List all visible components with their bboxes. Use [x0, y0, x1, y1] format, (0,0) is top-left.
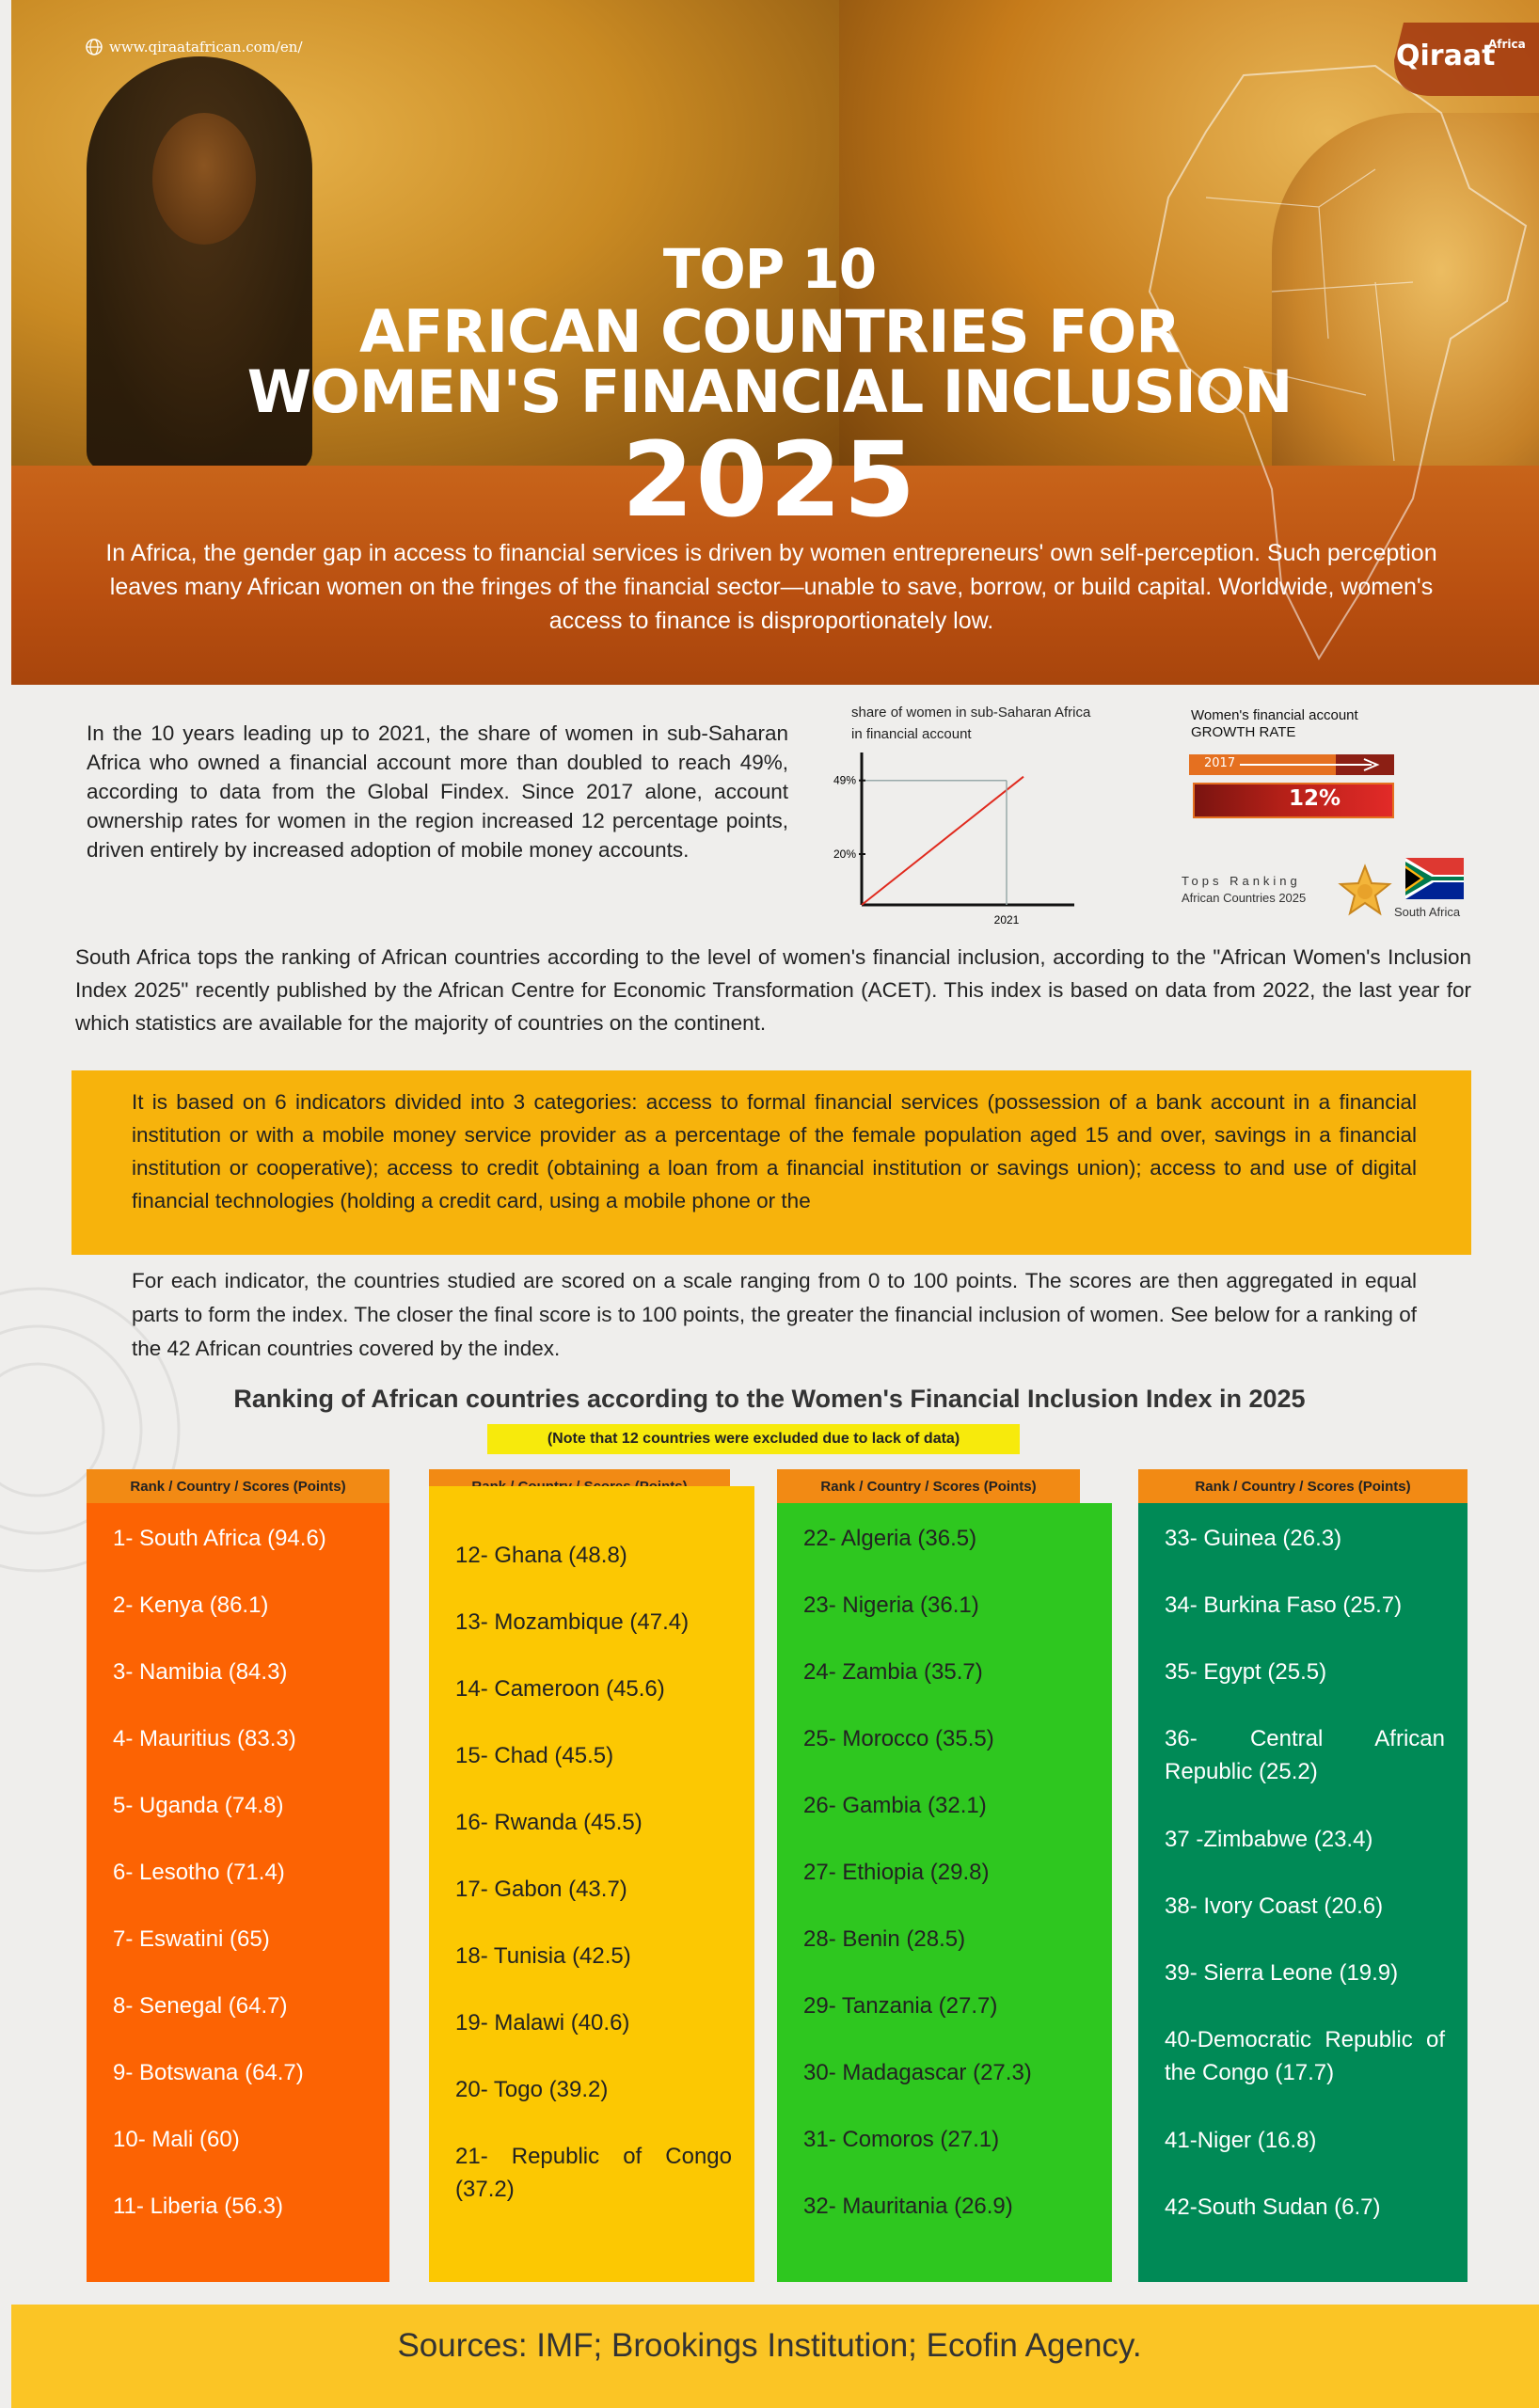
column-header-3: Rank / Country / Scores (Points) [777, 1469, 1080, 1505]
paragraph-indicators: It is based on 6 indicators divided into 3 categories: access to formal financial services (possession of a bank account in a financial institution or with a mobile money service provider as a percentage of the female population aged 15 and over, savings in a financial institution or cooperative); access to credit (obtaining a loan from a financial institution or savings union); access to and use of digital financial technologies (holding a credit card, using a mobile phone or the [132, 1090, 1417, 1212]
ranking-item: 36- Central African Republic (25.2) [1165, 1726, 1445, 1784]
ranking-item: 1- South Africa (94.6) [113, 1526, 326, 1551]
growth-year-label: 2017 [1204, 756, 1236, 770]
logo-sub: Africa [1488, 38, 1526, 51]
title-year: 2025 [621, 420, 918, 540]
ranking-note: (Note that 12 countries were excluded due to lack of data) [487, 1424, 1020, 1454]
ranking-item: 2- Kenya (86.1) [113, 1592, 269, 1618]
ranking-item: 21- Republic of Congo (37.2) [455, 2144, 732, 2202]
ranking-column-4 [1138, 1503, 1468, 2282]
woman-face-left [152, 113, 256, 245]
ranking-item: 8- Senegal (64.7) [113, 1993, 288, 2019]
ranking-item: 26- Gambia (32.1) [803, 1793, 987, 1818]
ranking-column-2 [429, 1486, 754, 2282]
ranking-item: 16- Rwanda (45.5) [455, 1810, 643, 1835]
ranking-item: 41-Niger (16.8) [1165, 2128, 1317, 2153]
ranking-item: 18- Tunisia (42.5) [455, 1943, 631, 1969]
ranking-item: 27- Ethiopia (29.8) [803, 1860, 990, 1885]
site-url-text: www.qiraatafrican.com/en/ [109, 39, 303, 55]
ranking-item: 33- Guinea (26.3) [1165, 1526, 1342, 1551]
ranking-item: 34- Burkina Faso (25.7) [1165, 1592, 1403, 1618]
flag-country-label: South Africa [1394, 905, 1461, 919]
title-line-3: WOMEN'S FINANCIAL INCLUSION [246, 357, 1293, 426]
ranking-item: 28- Benin (28.5) [803, 1926, 966, 1952]
tops-ranking-line-1: Tops Ranking [1182, 874, 1301, 888]
site-url[interactable] [85, 38, 303, 56]
growth-title-line-2: GROWTH RATE [1191, 724, 1296, 740]
title-line-1: TOP 10 [662, 237, 877, 301]
ranking-item: 23- Nigeria (36.1) [803, 1592, 979, 1618]
ranking-item: 12- Ghana (48.8) [455, 1543, 627, 1568]
chart-y-tick-label: 49% [833, 773, 856, 787]
logo-text: Qiraat [1396, 40, 1496, 72]
growth-rate-value: 12% [1289, 786, 1341, 811]
ranking-item: 39- Sierra Leone (19.9) [1165, 1960, 1399, 1986]
ranking-item: 4- Mauritius (83.3) [113, 1726, 296, 1751]
ranking-item: 11- Liberia (56.3) [113, 2194, 283, 2219]
ranking-item: 13- Mozambique (47.4) [455, 1609, 690, 1635]
ranking-item: 9- Botswana (64.7) [113, 2060, 304, 2085]
ranking-column-3 [777, 1503, 1112, 2282]
south-africa-flag-icon [1405, 858, 1464, 899]
chart-title: share of women in sub-Saharan Africa in financial account [851, 705, 1091, 742]
sources-text: Sources: IMF; Brookings Institution; Ecofin Agency. [397, 2327, 1142, 2364]
title-line-2: AFRICAN COUNTRIES FOR [358, 297, 1181, 366]
globe-icon [85, 38, 103, 56]
ranking-item: 24- Zambia (35.7) [803, 1659, 983, 1685]
ranking-item: 10- Mali (60) [113, 2127, 240, 2152]
ranking-item: 14- Cameroon (45.6) [455, 1676, 665, 1702]
paragraph-scoring: For each indicator, the countries studied are scored on a scale ranging from 0 to 100 points. The scores are then aggregated in equal parts to form the index. The closer the final score is to 100 points, the greater the financial inclusion of women. See below for a ranking of the 42 African countries covered by the index. [132, 1269, 1417, 1360]
ranking-item: 32- Mauritania (26.9) [803, 2194, 1013, 2219]
arrow-right-icon [1240, 758, 1381, 771]
paragraph-findex: In the 10 years leading up to 2021, the share of women in sub-Saharan Africa who owned a financial account more than doubled to reach 49%, according to data from the Global Findex. Since 2017 alone, account ownership rates for women in the region increased 12 percentage points, driven entirely by increased adoption of mobile money accounts. [87, 721, 788, 862]
chart-y-tick-label: 20% [833, 848, 856, 861]
ranking-item: 37 -Zimbabwe (23.4) [1165, 1827, 1373, 1852]
ranking-item: 25- Morocco (35.5) [803, 1726, 994, 1751]
chart-series-line [862, 777, 1023, 905]
ranking-item: 38- Ivory Coast (20.6) [1165, 1893, 1384, 1919]
ranking-item: 22- Algeria (36.5) [803, 1526, 977, 1551]
ranking-item: 3- Namibia (84.3) [113, 1659, 288, 1685]
paragraph-south-africa: South Africa tops the ranking of African countries according to the level of women's financial inclusion, according to the "African Women's Inclusion Index 2025" recently published by the African Centre for Economic Transformation (ACET). This index is based on data from 2022, the last year for which statistics are available for the majority of countries on the continent. [75, 945, 1471, 1035]
growth-title [1191, 707, 1358, 741]
column-header-1: Rank / Country / Scores (Points) [87, 1469, 389, 1505]
ranking-title: Ranking of African countries according to the Women's Financial Inclusion Index in 2025 [233, 1385, 1306, 1413]
ranking-item: 20- Togo (39.2) [455, 2077, 609, 2102]
ranking-item: 7- Eswatini (65) [113, 1926, 270, 1952]
ranking-item: 17- Gabon (43.7) [455, 1877, 627, 1902]
ranking-item: 30- Madagascar (27.3) [803, 2060, 1032, 2085]
ranking-item: 5- Uganda (74.8) [113, 1793, 284, 1818]
ranking-item: 42-South Sudan (6.7) [1165, 2194, 1381, 2220]
ranking-item: 40-Democratic Republic of the Congo (17.7) [1165, 2027, 1445, 2085]
tops-ranking-line-2: African Countries 2025 [1182, 891, 1307, 905]
ranking-item: 29- Tanzania (27.7) [803, 1993, 998, 2019]
tops-ranking-label [1182, 873, 1306, 907]
column-header-4: Rank / Country / Scores (Points) [1138, 1469, 1468, 1505]
ranking-item: 31- Comoros (27.1) [803, 2127, 1000, 2152]
chart-x-tick-label: 2021 [993, 913, 1020, 927]
star-badge-icon [1338, 863, 1392, 918]
ranking-item: 35- Egypt (25.5) [1165, 1659, 1327, 1685]
line-chart [828, 696, 1101, 931]
ranking-column-1 [87, 1503, 389, 2282]
ranking-item: 19- Malawi (40.6) [455, 2010, 630, 2036]
intro-text: In Africa, the gender gap in access to financial services is driven by women entrepreneurs' own self-perception. Such perception leaves many African women on the fringes of the financial sector—unable to save, borrow, or build capital. Worldwide, women's access to finance is disproportionately low. [105, 540, 1437, 634]
ranking-item: 15- Chad (45.5) [455, 1743, 614, 1768]
growth-title-line-1: Women's financial account [1191, 707, 1358, 723]
ranking-item: 6- Lesotho (71.4) [113, 1860, 285, 1885]
